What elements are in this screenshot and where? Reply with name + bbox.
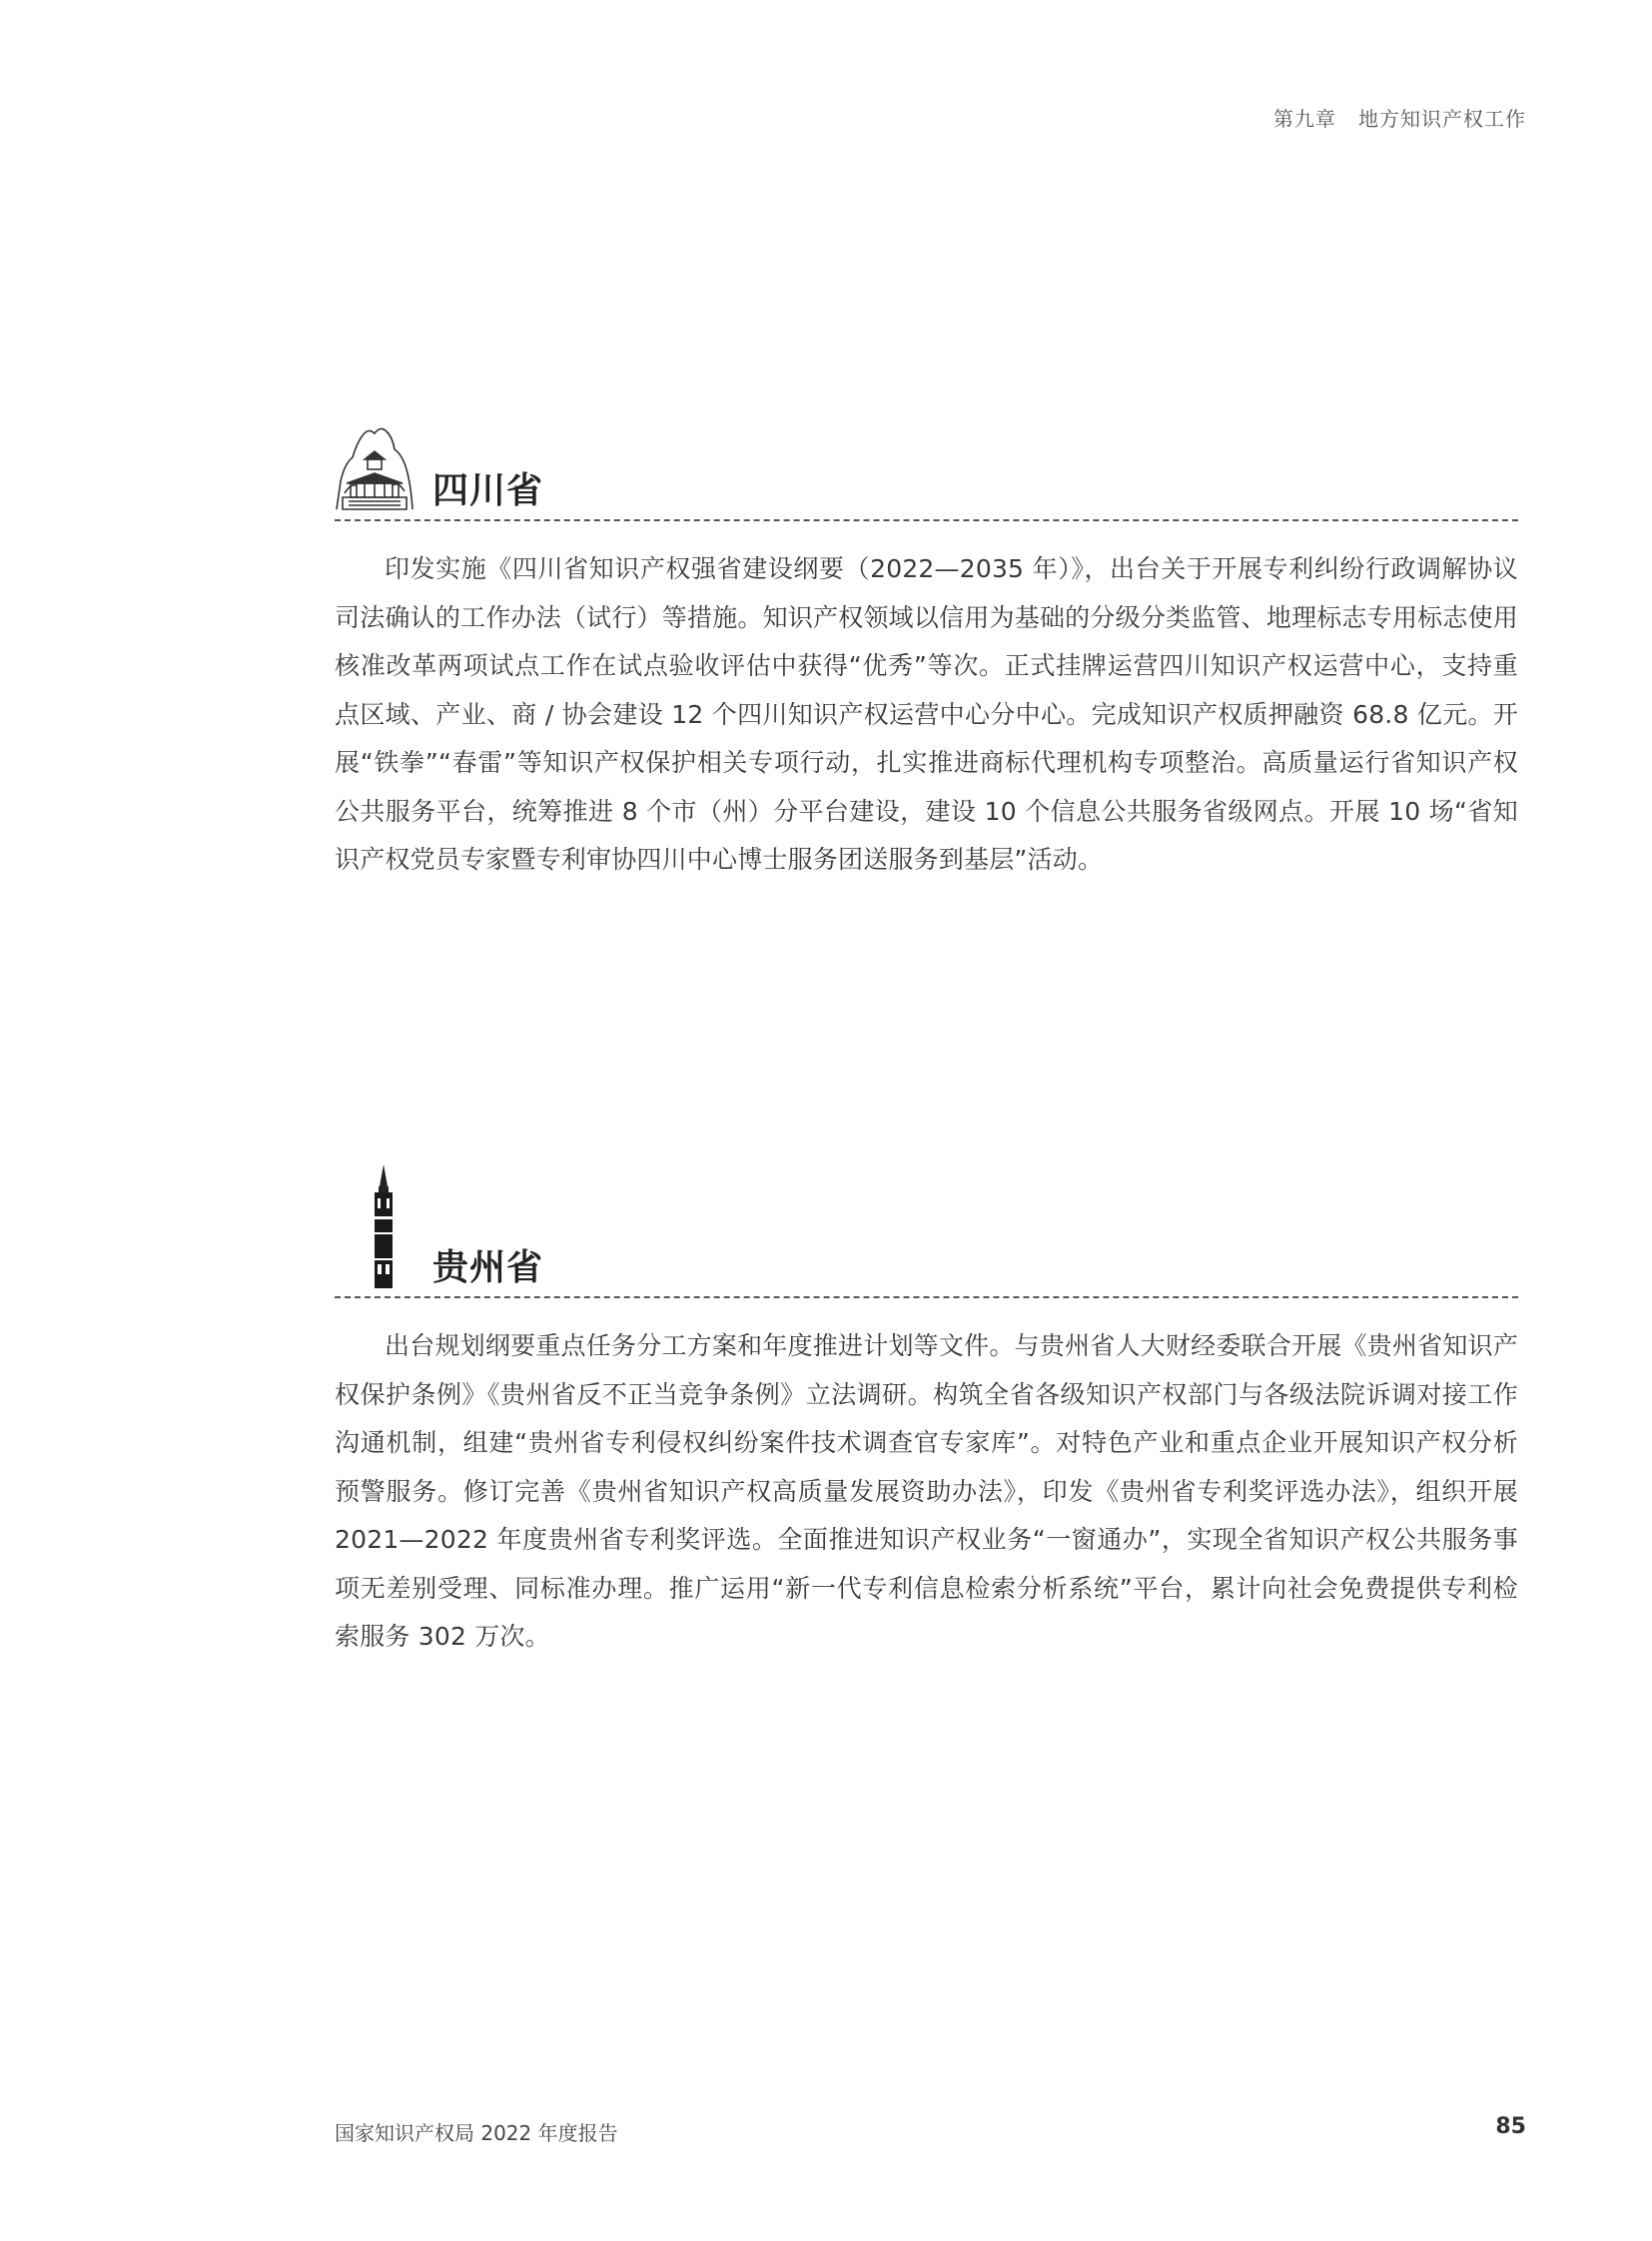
section-sichuan [335, 421, 1518, 885]
footer-report-title: 国家知识产权局 2022 年度报告 [335, 2121, 618, 2145]
dashed-divider [335, 519, 1518, 521]
chapter-label: 第九章 [1272, 107, 1336, 131]
section-paragraph: 印发实施《四川省知识产权强省建设纲要（2022—2035 年）》，出台关于开展专利纠纷行政调解协议司法确认的工作办法（试行）等措施。知识产权领域以信用为基础的分级分类监管、地理标志专用标志使用核准改革两项试点工作在试点验收评估中获得“优秀”等次。正式挂牌运营四川知识产权运营中心，支持重点区域、产业、商 / 协会建设 12 个四川知识产权运营中心分中心。完成知识产权质押融资 68.8 亿元。开展“铁拳”“春雷”等知识产权保护相关专项行动，扎实推进商标代理机构专项整治。高质量运行省知识产权公共服务平台，统筹推进 8 个市（州）分平台建设，建设 10 个信息公共服务省级网点。开展 10 场“省知识产权党员专家暨专利审协四川中心博士服务团送服务到基层”活动。 [335, 554, 1518, 874]
chapter-title: 地方知识产权工作 [1358, 107, 1526, 131]
section-guizhou [335, 1198, 1518, 1662]
section-header [335, 1198, 1518, 1298]
section-title: 贵州省 [432, 1247, 544, 1288]
running-head [1273, 103, 1526, 132]
section-paragraph: 出台规划纲要重点任务分工方案和年度推进计划等文件。与贵州省人大财经委联合开展《贵州省知识产权保护条例》《贵州省反不正当竞争条例》立法调研。构筑全省各级知识产权部门与各级法院诉调对接工作沟通机制，组建“贵州省专利侵权纠纷案件技术调查官专家库”。对特色产业和重点企业开展知识产权分析预警服务。修订完善《贵州省知识产权高质量发展资助办法》，印发《贵州省专利奖评选办法》，组织开展 2021—2022 年度贵州省专利奖评选。全面推进知识产权业务“一窗通办”，实现全省知识产权公共服务事项无差别受理、同标准办理。推广运用“新一代专利信息检索分析系统”平台，累计向社会免费提供专利检索服务 302 万次。 [335, 1331, 1518, 1651]
dashed-divider [335, 1296, 1518, 1298]
sichuan-landmark-icon [335, 423, 414, 515]
page-number: 85 [1495, 2114, 1526, 2139]
section-title: 四川省 [432, 470, 544, 511]
section-header [335, 421, 1518, 521]
guizhou-tower-icon [369, 1164, 399, 1292]
